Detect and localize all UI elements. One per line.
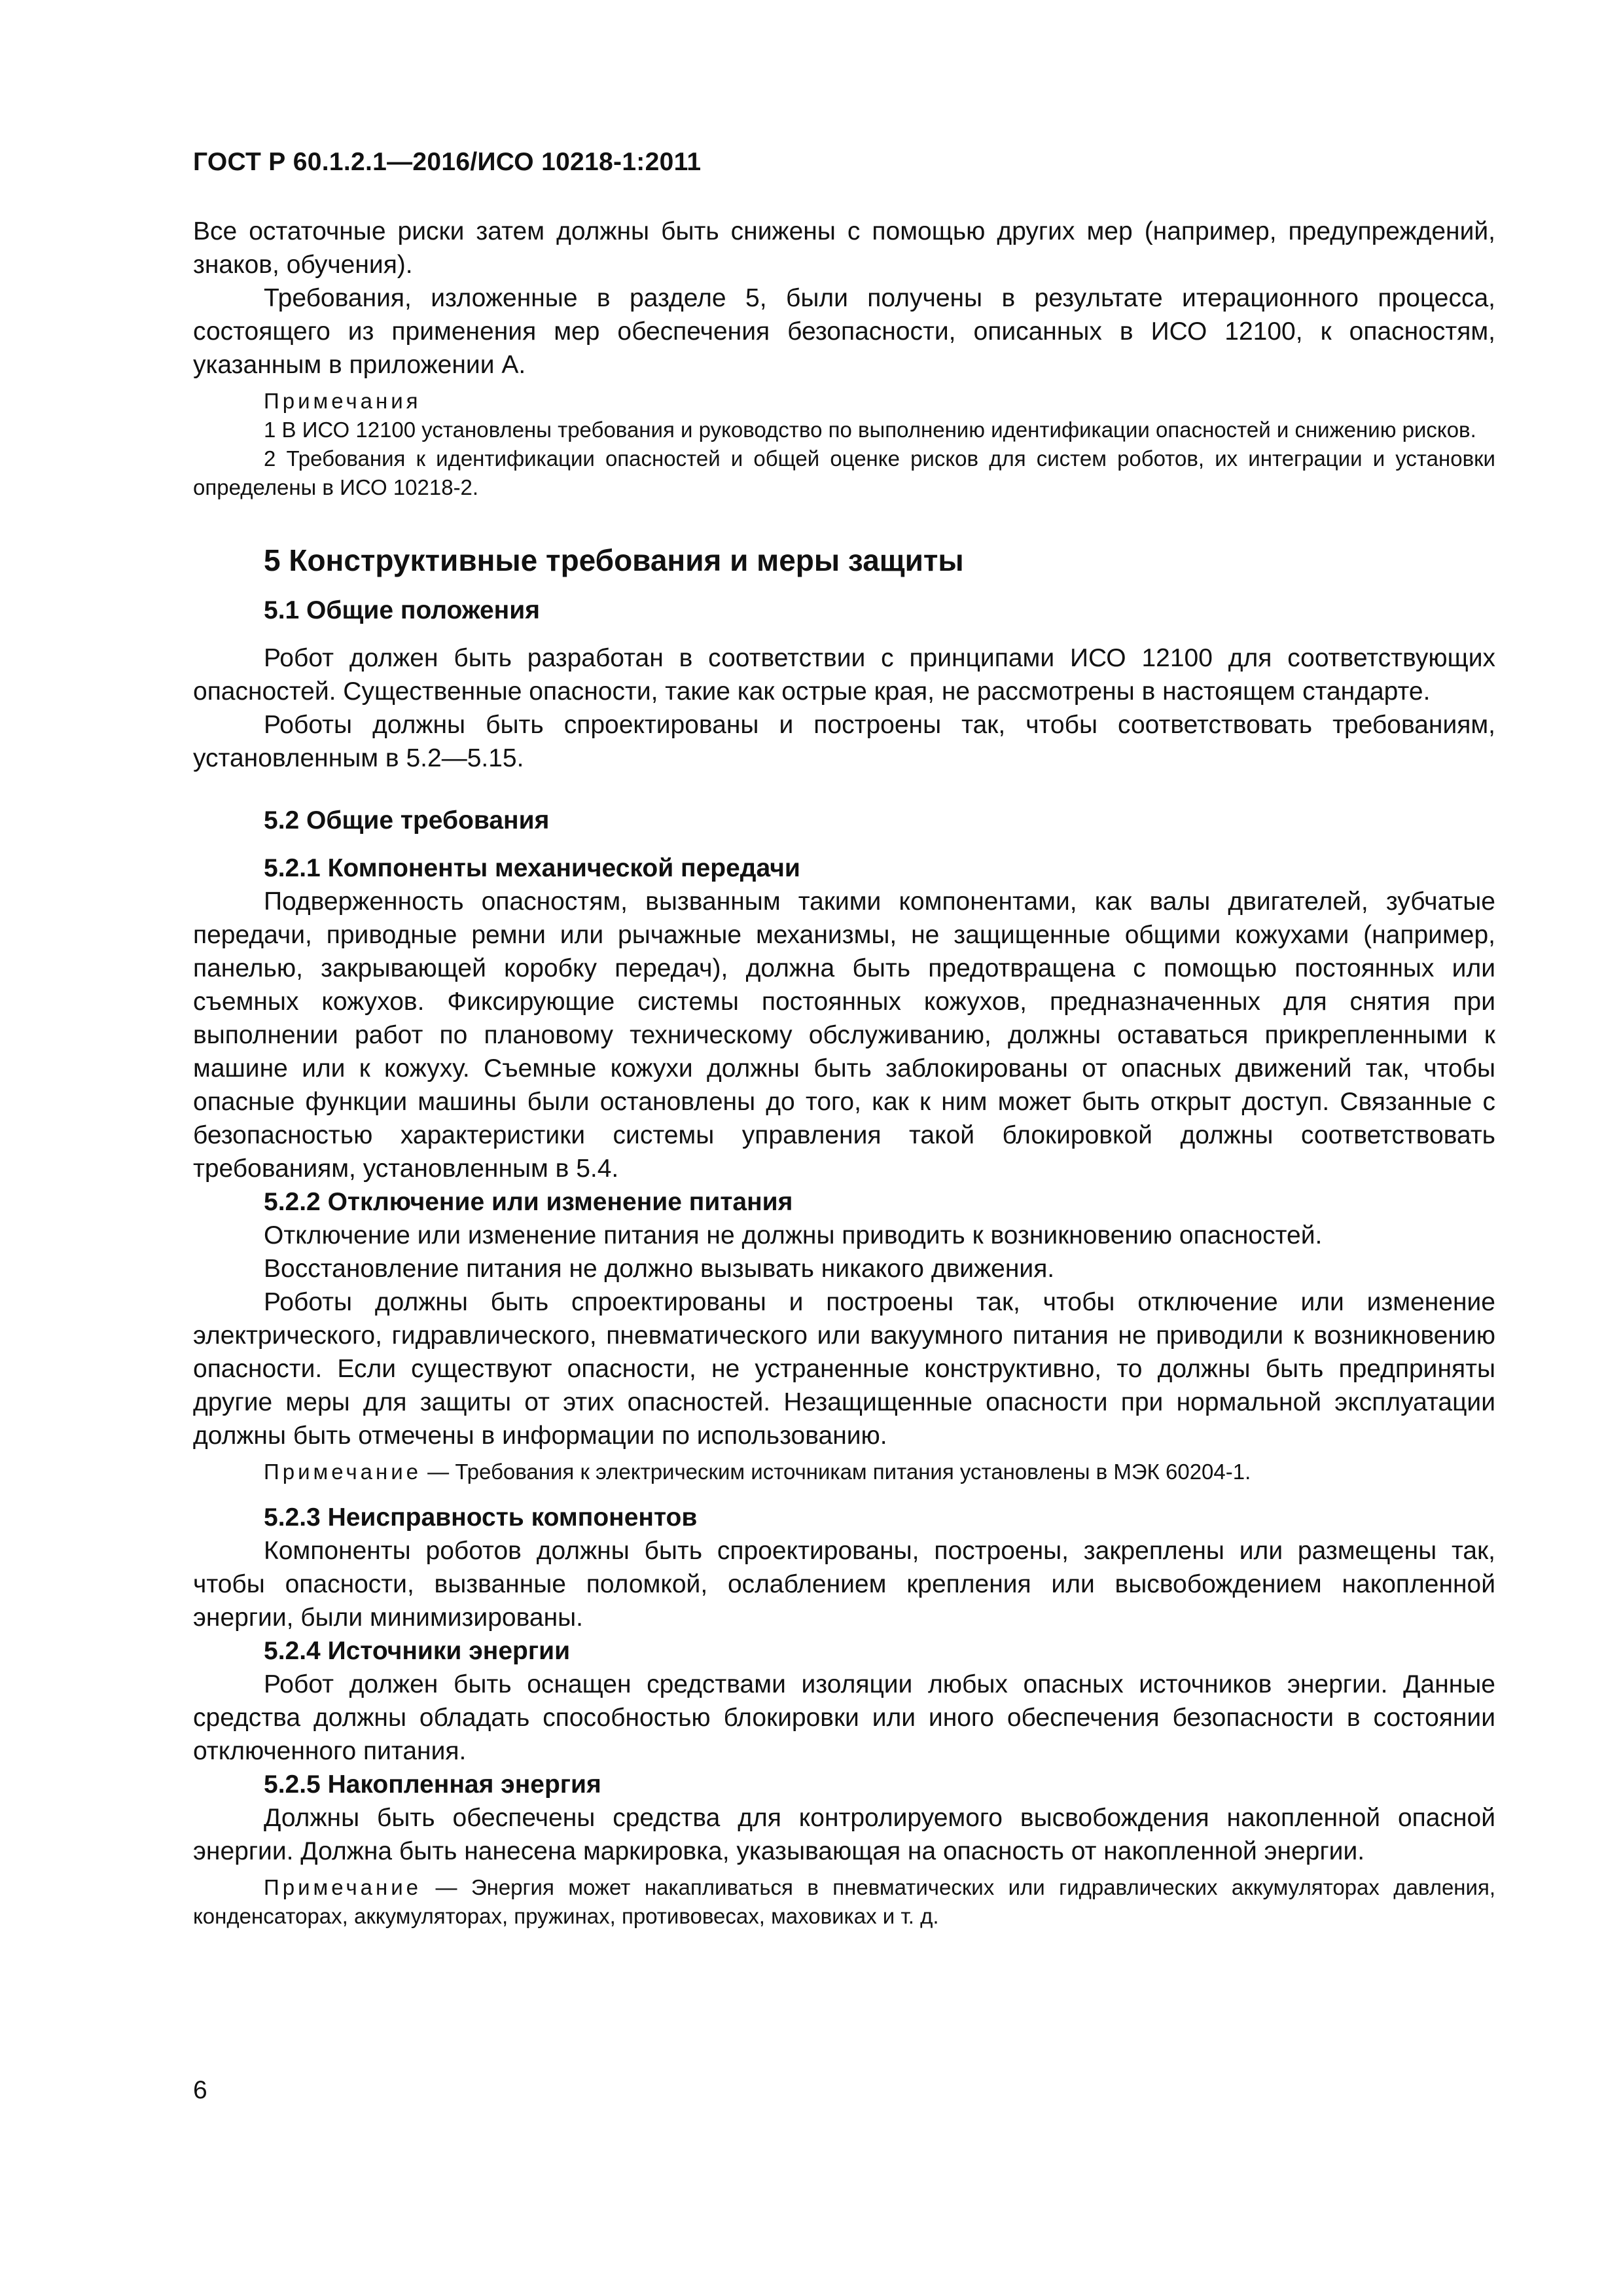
note-1: 1 В ИСО 12100 установлены требования и руководство по выполнению идентификации опасностей и снижению рисков. <box>264 418 1476 442</box>
section-5-2-2-paragraph-1: Отключение или изменение питания не должны приводить к возникновению опасностей. <box>264 1221 1323 1249</box>
note-text: — Энергия может накапливаться в пневматических или гидравлических аккумуляторах давления, конденсаторах, аккумуляторах, пружинах, противовесах, маховиках и т. д. <box>193 1875 1495 1928</box>
notes-title: Примечания <box>264 389 421 413</box>
section-5-2-2-paragraph-2: Восстановление питания не должно вызывать никакого движения. <box>264 1255 1055 1283</box>
intro-paragraph-2: Требования, изложенные в разделе 5, были получены в результате итерационного процесса, состоящего из применения мер обеспечения безопасности, описанных в ИСО 12100, к опасностям, указанным в приложении А. <box>193 284 1495 379</box>
note-2: 2 Требования к идентификации опасностей и общей оценке рисков для систем роботов, их интеграции и установки определены в ИСО 10218-2. <box>193 446 1495 499</box>
note-label: Примечание <box>264 1875 422 1899</box>
note-text: — Требования к электрическим источникам питания установлены в МЭК 60204-1. <box>421 1460 1251 1484</box>
section-5-2-5-paragraph: Должны быть обеспечены средства для контролируемого высвобождения накопленной опасной энергии. Должна быть нанесена маркировка, указывающая на опасность от накопленной энергии. <box>193 1804 1495 1865</box>
section-5-2-1-paragraph: Подверженность опасностям, вызванным такими компонентами, как валы двигателей, зубчатые передачи, приводные ремни или рычажные механизмы, не защищенные общими кожухами (например, панелью, закрывающей коробку передач), должна быть предотвращена с помощью постоянных или съемных кожухов. Фиксирующие системы постоянных кожухов, предназначенных для снятия при выполнении работ по плановому техническому обслуживанию, должны оставаться прикрепленными к машине или к кожуху. Съемные кожухи должны быть заблокированы от опасных движений так, чтобы опасные функции машины были остановлены до того, как к ним может быть открыт доступ. Связанные с безопасностью характеристики системы управления такой блокировкой должны соответствовать требованиям, установленным в 5.4. <box>193 888 1495 1183</box>
document-page <box>193 0 1495 2296</box>
note-label: Примечание <box>264 1460 422 1484</box>
section-5-1-paragraph-2: Роботы должны быть спроектированы и построены так, чтобы соответствовать требованиям, установленным в 5.2—5.15. <box>193 711 1495 772</box>
intro-paragraph-1: Все остаточные риски затем должны быть снижены с помощью других мер (например, предупреждений, знаков, обучения). <box>193 217 1495 279</box>
section-5-2-4-paragraph: Робот должен быть оснащен средствами изоляции любых опасных источников энергии. Данные средства должны обладать способностью блокировки или иного обеспечения безопасности в состоянии отключенного питания. <box>193 1670 1495 1765</box>
section-5-2-1-title: 5.2.1 Компоненты механической передачи <box>264 854 800 882</box>
section-5-2-2-title: 5.2.2 Отключение или изменение питания <box>264 1188 793 1216</box>
section-5-1-paragraph-1: Робот должен быть разработан в соответствии с принципами ИСО 12100 для соответствующих опасностей. Существенные опасности, такие как острые края, не рассмотрены в настоящем стандарте. <box>193 644 1495 706</box>
section-5-2-4-title: 5.2.4 Источники энергии <box>264 1637 571 1665</box>
section-5-2-2-paragraph-3: Роботы должны быть спроектированы и построены так, чтобы отключение или изменение электрического, гидравлического, пневматического или вакуумного питания не приводили к возникновению опасности. Если существуют опасности, не устраненные конструктивно, то должны быть предприняты другие меры для защиты от этих опасностей. Незащищенные опасности при нормальной эксплуатации должны быть отмечены в информации по использованию. <box>193 1288 1495 1450</box>
section-5-2-title: 5.2 Общие требования <box>264 806 550 834</box>
section-5-title: 5 Конструктивные требования и меры защиты <box>264 543 964 577</box>
section-5-2-3-paragraph: Компоненты роботов должны быть спроектированы, построены, закреплены или размещены так, чтобы опасности, вызванные поломкой, ослаблением крепления или высвобождением накопленной энергии, были минимизированы. <box>193 1537 1495 1632</box>
section-5-2-2-note <box>193 1458 1495 1486</box>
section-5-1-title: 5.1 Общие положения <box>264 596 540 624</box>
running-header: ГОСТ Р 60.1.2.1—2016/ИСО 10218-1:2011 <box>193 148 702 176</box>
section-5-2-3-title: 5.2.3 Неисправность компонентов <box>264 1503 698 1532</box>
section-5-2-5-note <box>193 1873 1495 1931</box>
page-number: 6 <box>193 2076 207 2104</box>
document-body <box>193 215 1495 1931</box>
section-5-2-5-title: 5.2.5 Накопленная энергия <box>264 1770 601 1799</box>
